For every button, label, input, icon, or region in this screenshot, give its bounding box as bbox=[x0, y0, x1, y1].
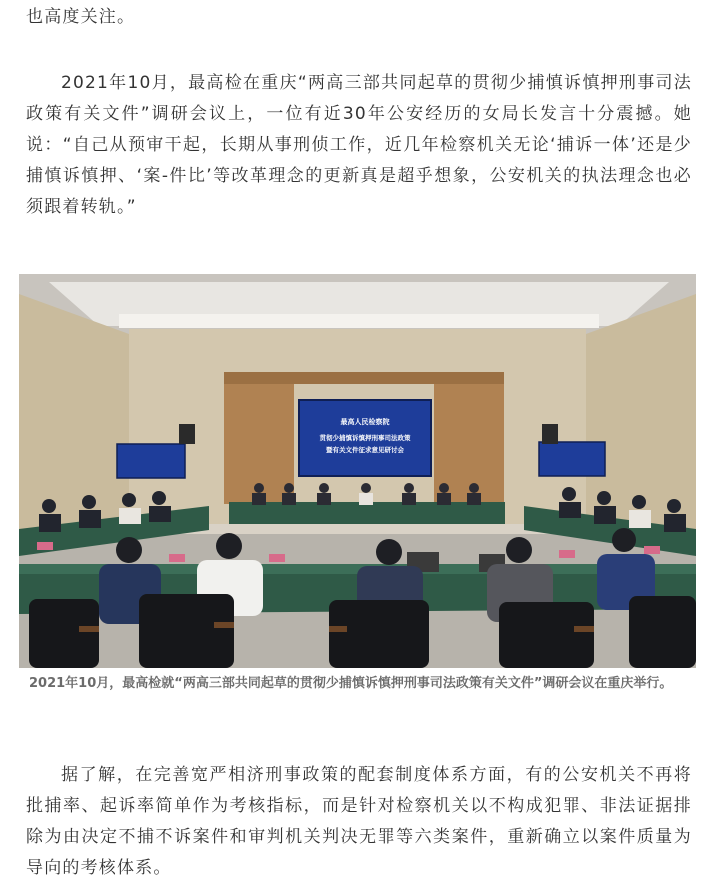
article-paragraph-intro: 也高度关注。 bbox=[26, 7, 136, 27]
photo-caption: 2021年10月，最高检就“两高三部共同起草的贯彻少捕慎诉慎押刑事司法政策有关文件”调研会议在重庆举行。 bbox=[29, 676, 673, 691]
screen-subtitle-text-2: 暨有关文件征求意见研讨会 bbox=[326, 446, 404, 454]
conference-photo bbox=[19, 274, 696, 668]
screen-subtitle-text: 贯彻少捕慎诉慎押刑事司法政策 bbox=[319, 434, 411, 442]
article-paragraph-meeting: 2021年10月，最高检在重庆“两高三部共同起草的贯彻少捕慎诉慎押刑事司法政策有关文件”调研会议上，一位有近30年公安经历的女局长发言十分震撼。她说：“自己从预审干起，长期从事刑侦工作，近几年检察机关无论‘捕诉一体’还是少捕慎诉慎押、‘案-件比’等改革理念的更新真是超乎想象，公安机关的执法理念也必须跟着转轨。” bbox=[26, 73, 692, 217]
article-paragraph-assessment: 据了解，在完善宽严相济刑事政策的配套制度体系方面，有的公安机关不再将批捕率、起诉率简单作为考核指标，而是针对检察机关以不构成犯罪、非法证据排除为由决定不捕不诉案件和审判机关判决无罪等六类案件，重新确立以案件质量为导向的考核体系。 bbox=[26, 765, 692, 878]
screen-title-text: 最高人民检察院 bbox=[340, 418, 390, 426]
